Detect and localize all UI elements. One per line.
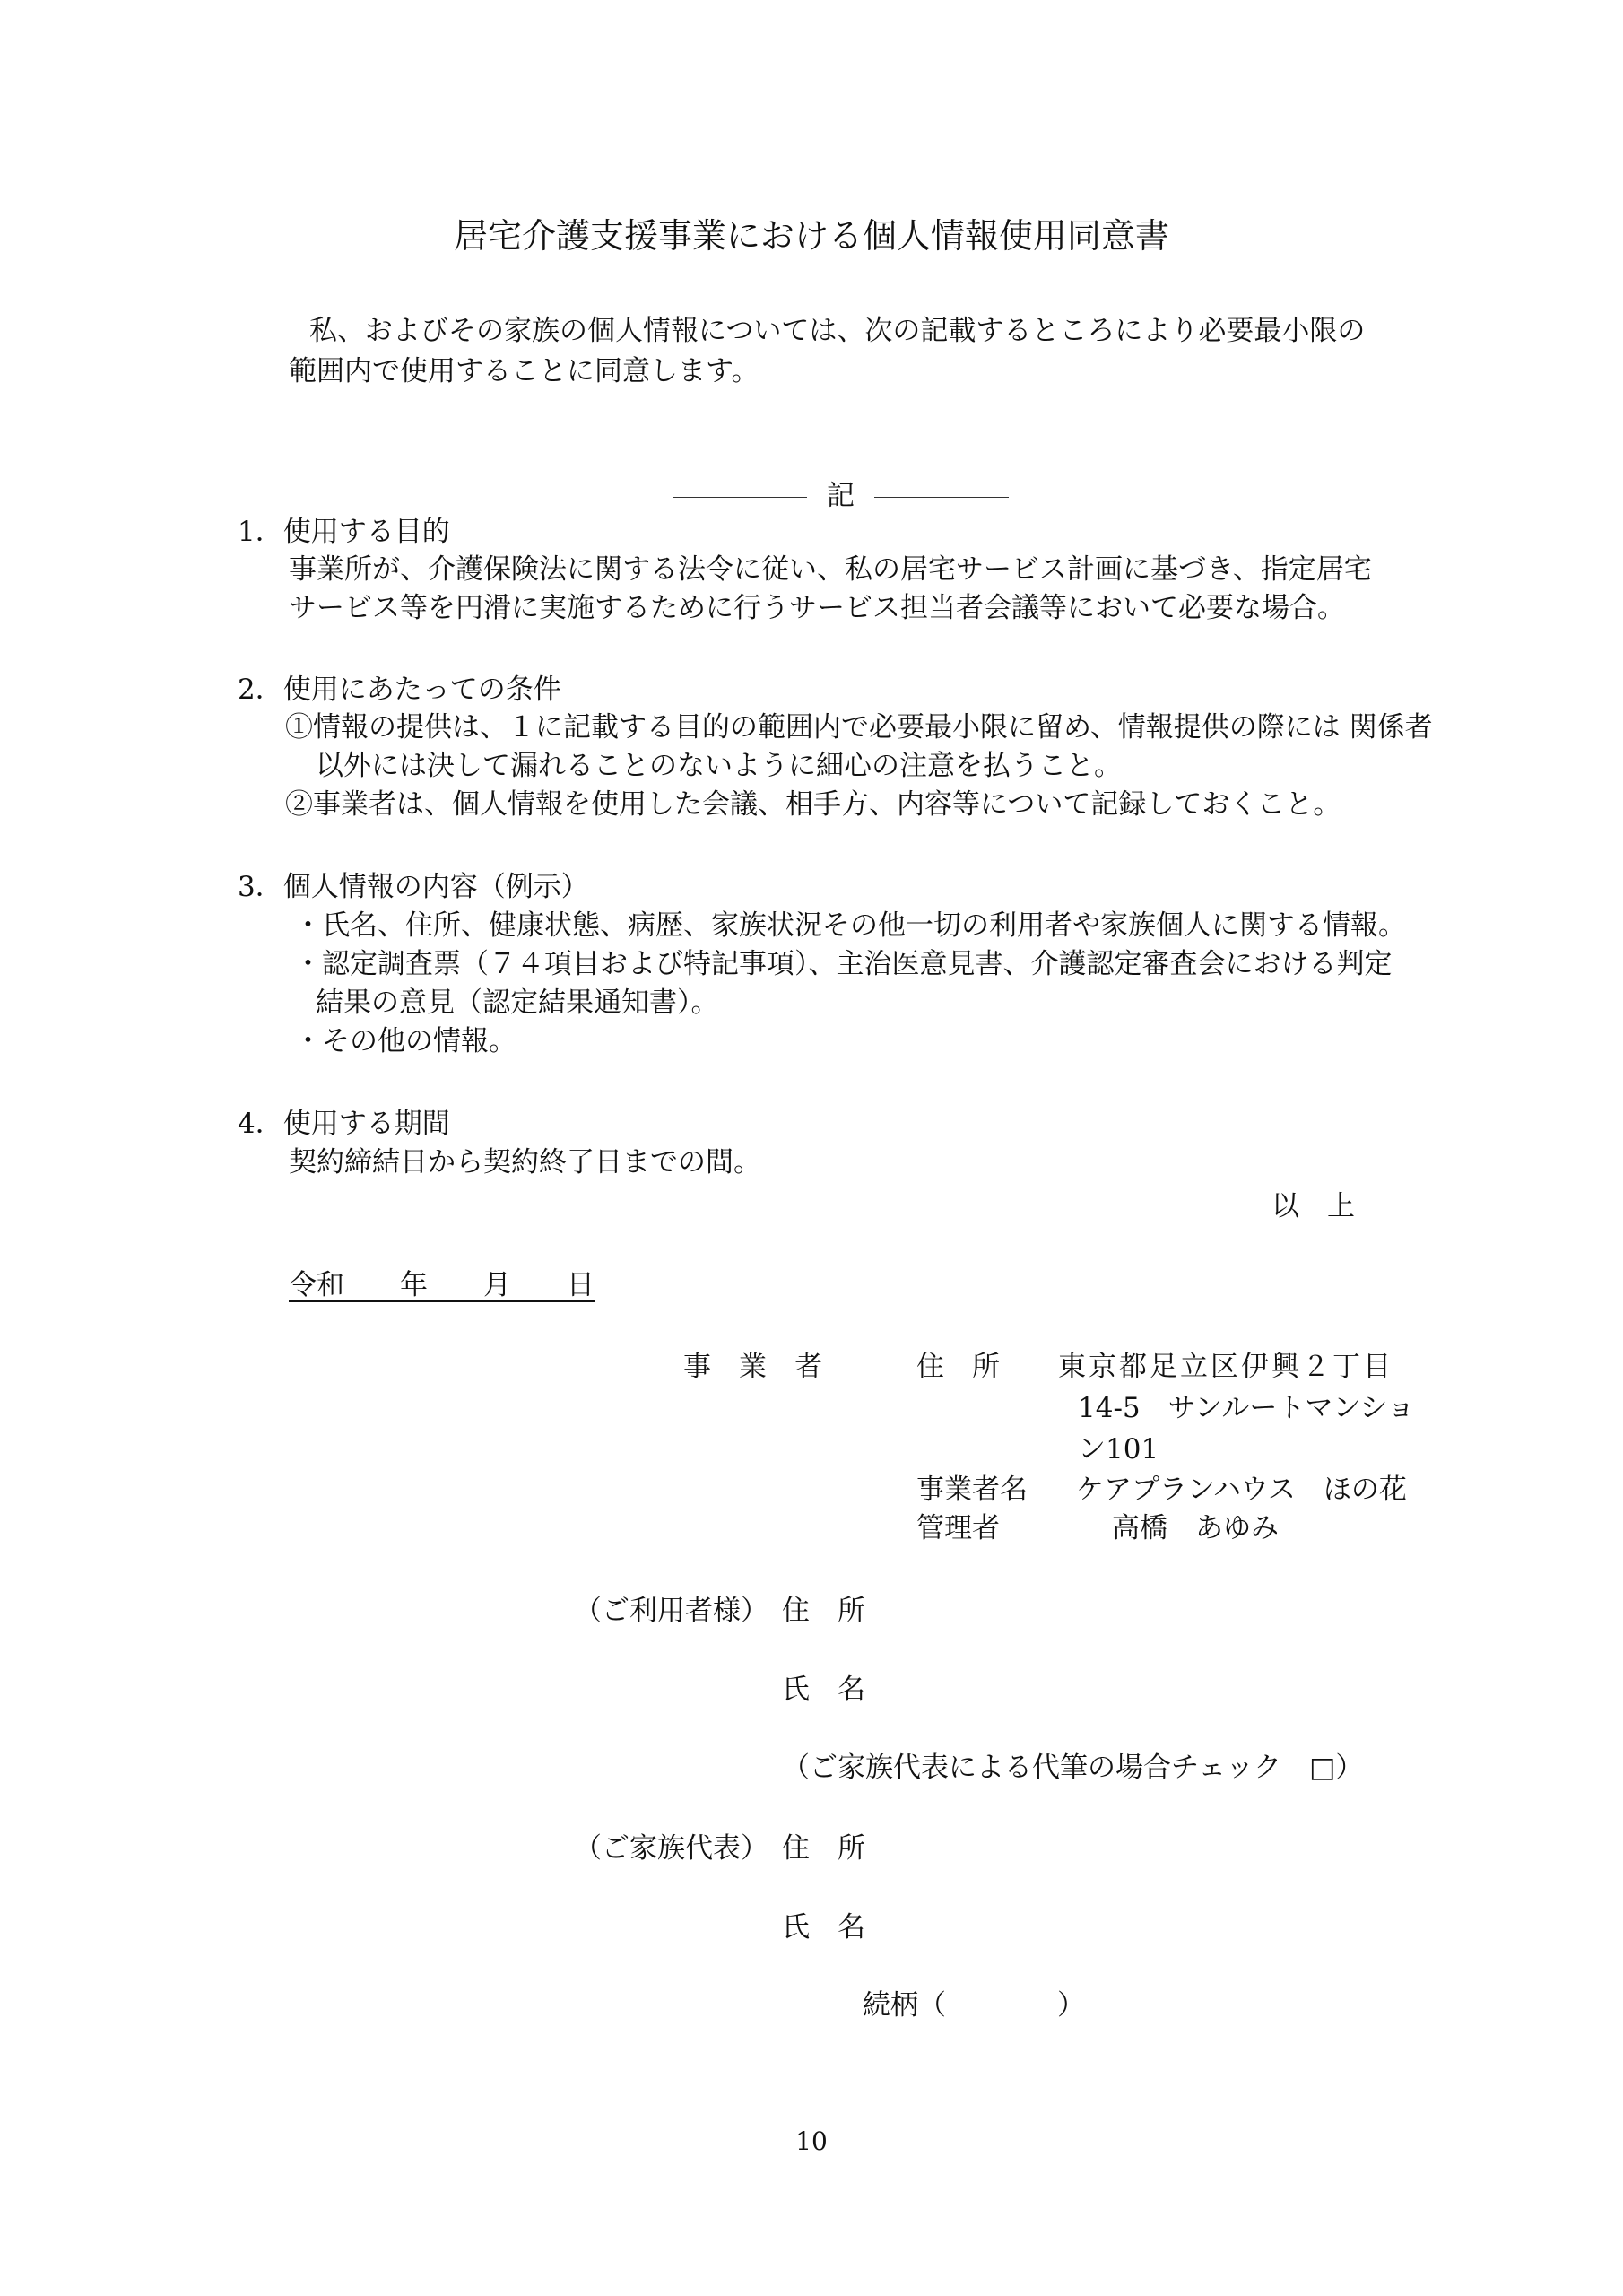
section-3-line-3: 結果の意見（認定結果通知書）。 [316, 987, 719, 1019]
separator-line-left [673, 497, 807, 498]
business-address-line-1: 東京都足立区伊興２丁目 [1058, 1351, 1393, 1383]
business-address-line-3: ン101 [1078, 1433, 1159, 1465]
business-name: ケアプランハウス ほの花 [1076, 1474, 1407, 1506]
family-name-label: 氏 名 [782, 1911, 865, 1944]
section-2-line-3: ②事業者は、個人情報を使用した会議、相手方、内容等について記録しておくこと。 [285, 788, 1341, 821]
section-3-line-1: ・氏名、住所、健康状態、病歴、家族状況その他一切の利用者や家族個人に関する情報。 [294, 909, 1406, 942]
business-address-label: 住 所 [916, 1351, 1000, 1383]
section-3-line-4: ・その他の情報。 [294, 1025, 516, 1057]
user-name-label: 氏 名 [782, 1674, 865, 1706]
section-1-line-1: 事業所が、介護保険法に関する法令に従い、私の居宅サービス計画に基づき、指定居宅 [289, 553, 1372, 586]
document-title: 居宅介護支援事業における個人情報使用同意書 [453, 216, 1169, 256]
section-2-line-2: 以外には決して漏れることのないように細心の注意を払うこと。 [316, 750, 1122, 782]
ki-separator [673, 477, 1009, 515]
ki-label: 記 [827, 480, 855, 512]
separator-line-right [874, 497, 1009, 498]
intro-line-2: 範囲内で使用することに同意します。 [289, 355, 759, 387]
user-address-label: 住 所 [782, 1595, 865, 1627]
family-address-label: 住 所 [782, 1832, 865, 1865]
section-4-line-1: 契約締結日から契約終了日までの間。 [289, 1146, 761, 1178]
family-label: （ご家族代表） [574, 1832, 768, 1865]
section-1-heading: 1．使用する目的 [238, 516, 450, 548]
section-2-heading: 2．使用にあたっての条件 [238, 674, 561, 706]
business-address-line-2: 14-5 サンルートマンショ [1078, 1392, 1415, 1424]
manager-name: 高橋 あゆみ [1112, 1512, 1279, 1544]
section-3-line-2: ・認定調査票（７４項目および特記事項）、主治医意見書、介護認定審査会における判定 [294, 948, 1393, 980]
section-3-heading: 3．個人情報の内容（例示） [238, 871, 589, 903]
business-name-label: 事業者名 [916, 1474, 1028, 1506]
family-relation: 続柄（ ） [863, 1989, 1085, 2022]
date-field: 令和 年 月 日 [289, 1269, 595, 1301]
proxy-check-note: （ご家族代表による代筆の場合チェック □） [782, 1752, 1364, 1784]
intro-line-1: 私、およびその家族の個人情報については、次の記載するところにより必要最小限の [309, 315, 1366, 347]
page-number: 10 [795, 2126, 828, 2156]
closing-text: 以 上 [1271, 1190, 1355, 1222]
user-label: （ご利用者様） [574, 1595, 768, 1627]
manager-label: 管理者 [916, 1512, 1000, 1544]
business-label: 事 業 者 [683, 1351, 822, 1383]
section-2-line-1: ①情報の提供は、１に記載する目的の範囲内で必要最小限に留め、情報提供の際には 関係者 [285, 711, 1433, 744]
section-1-line-2: サービス等を円滑に実施するために行うサービス担当者会議等において必要な場合。 [289, 592, 1345, 624]
section-4-heading: 4．使用する期間 [238, 1108, 450, 1140]
